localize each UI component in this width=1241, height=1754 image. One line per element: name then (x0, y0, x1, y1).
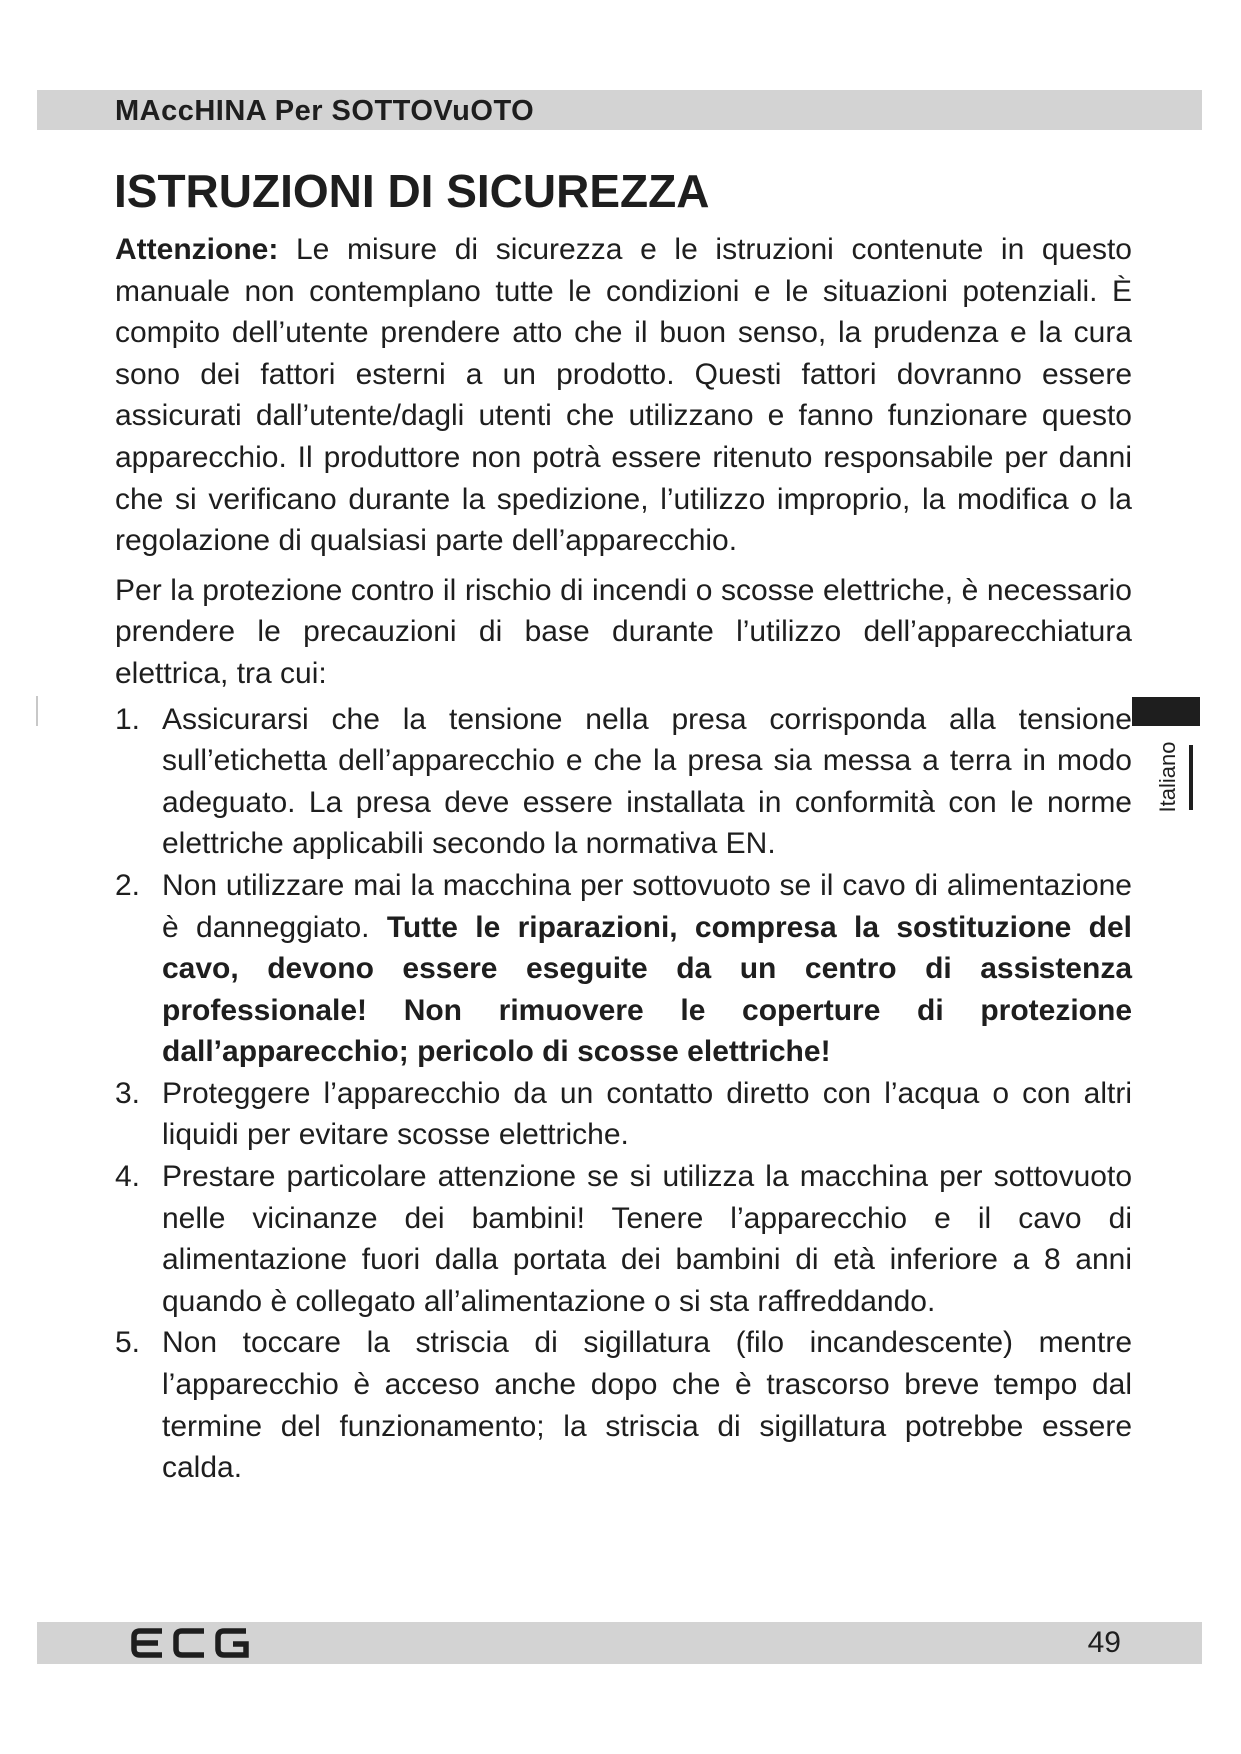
edge-mark (36, 696, 38, 726)
list-item-warning: Tutte le riparazioni, compresa la sostituzione del cavo, devono essere eseguite da un centro di assistenza professionale! Non rimuovere le coperture di protezione dall’apparecchio; pericolo di scosse elettriche! (162, 910, 1132, 1069)
list-item-number: 2. (115, 868, 141, 902)
precautions-paragraph: Per la protezione contro il rischio di incendi o scosse elettriche, è necessario prendere le precauzioni di base durante l’utilizzo dell’apparecchiatura elettrica, tra cui: (115, 573, 1132, 690)
list-item-text: Proteggere l’apparecchio da un contatto diretto con l’acqua o con altri liquidi per evitare scosse elettriche. (162, 1076, 1132, 1152)
page-title: ISTRUZIONI DI SICUREZZA (114, 165, 710, 217)
language-label (1146, 740, 1190, 815)
list-item-number: 3. (115, 1076, 141, 1110)
intro-paragraph (115, 229, 1132, 562)
header-title: MAccHINA Per SOTTOVuOTO (115, 95, 535, 127)
list-item (115, 699, 1132, 865)
list-item-text: Assicurarsi che la tensione nella presa corrisponda alla tensione sull’etichetta dell’apparecchio e che la presa sia messa a terra in modo adeguato. La presa deve essere installata in conformità con le norme elettriche applicabili secondo la normativa EN. (162, 702, 1132, 861)
ecg-logo (130, 1625, 250, 1661)
list-item (115, 1073, 1132, 1156)
language-label-text: Italiano (1155, 741, 1180, 813)
list-item-number: 1. (115, 702, 141, 736)
page-number: 49 (1087, 1626, 1121, 1659)
safety-list (115, 699, 1132, 1489)
intro-label: Attenzione: (115, 233, 279, 266)
language-tab-marker (1132, 697, 1200, 726)
list-item-number: 5. (115, 1326, 141, 1360)
list-item (115, 1156, 1132, 1322)
language-rule (1189, 745, 1193, 810)
list-item-text: Prestare particolare attenzione se si utilizza la macchina per sottovuoto nelle vicinanze dei bambini! Tenere l’apparecchio e il cavo di alimentazione fuori dalla portata dei bambini di età inferiore a 8 anni quando è collegato all’alimentazione o si sta raffreddando. (162, 1160, 1132, 1318)
intro-text: Le misure di sicurezza e le istruzioni contenute in questo manuale non contemplano tutte le condizioni e le situazioni potenziali. È compito dell’utente prendere atto che il buon senso, la prudenza e la cura sono dei fattori esterni a un prodotto. Questi fattori dovranno essere assicurati dall’utente/dagli utenti che utilizzano e fanno funzionare questo apparecchio. Il produttore non potrà essere ritenuto responsabile per danni che si verificano durante la spedizione, l’utilizzo improprio, la modifica o la regolazione di qualsiasi parte dell’apparecchio. (115, 233, 1132, 558)
ecg-logo-icon (130, 1625, 250, 1661)
content-body (115, 229, 1132, 1489)
list-item-text: Non utilizzare mai la macchina per sottovuoto se il cavo di alimentazione è danneggiato. (162, 868, 1132, 944)
list-item (115, 865, 1132, 1073)
list-item-text: Non toccare la striscia di sigillatura (filo incandescente) mentre l’apparecchio è acceso anche dopo che è trascorso breve tempo dal termine del funzionamento; la striscia di sigillatura potrebbe essere calda. (162, 1326, 1132, 1485)
list-item-number: 4. (115, 1160, 141, 1194)
list-item (115, 1322, 1132, 1488)
